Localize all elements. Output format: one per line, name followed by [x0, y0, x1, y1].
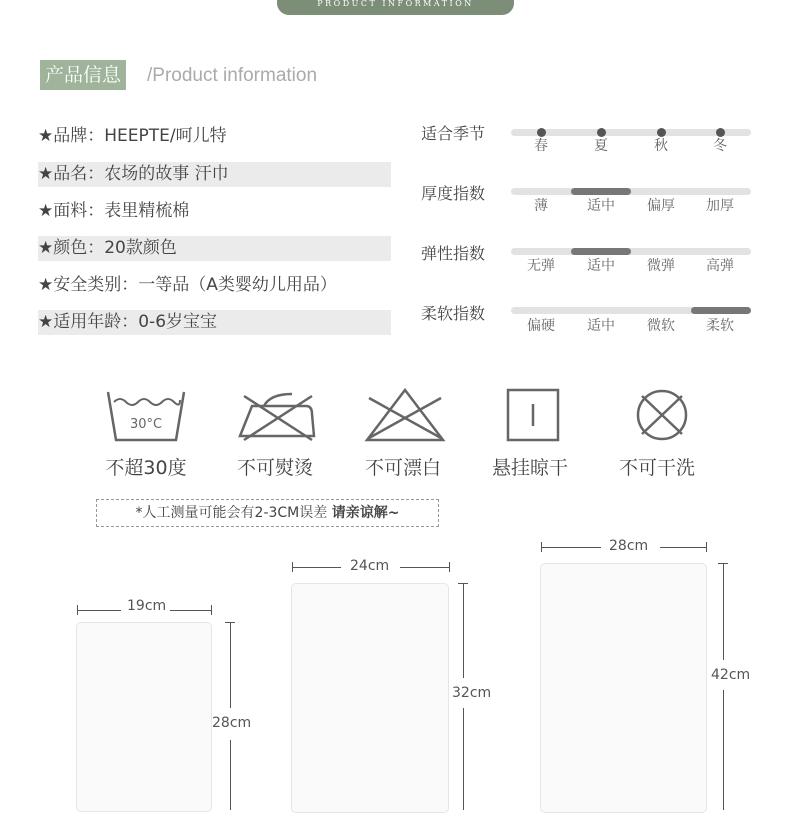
- notice-bold: 请亲谅解~: [331, 505, 400, 521]
- elasticity-tick: 高弹: [706, 258, 734, 274]
- size-3-height: 42cm: [711, 667, 751, 683]
- notice-text: *人工测量可能会有2-3CM误差: [135, 505, 328, 521]
- elasticity-label: 弹性指数: [421, 244, 486, 263]
- no-iron-label: 不可熨烫: [236, 457, 313, 479]
- softness-tick: 偏硬: [527, 318, 555, 334]
- softness-tick: 适中: [587, 318, 615, 334]
- dim-tick: [706, 542, 707, 552]
- season-dot: [716, 128, 725, 137]
- season-dot: [537, 128, 546, 137]
- measurement-notice: [96, 499, 439, 527]
- dim-line: [170, 610, 211, 611]
- towel-medium: [291, 583, 449, 813]
- dim-line: [541, 547, 601, 548]
- wash-temp: 30°C: [129, 417, 163, 432]
- elasticity-level: [571, 248, 631, 255]
- info-age: ★适用年龄：0-6岁宝宝: [38, 310, 391, 335]
- softness-track: [511, 307, 751, 314]
- elasticity-tick: 微弹: [647, 258, 675, 274]
- thickness-tick: 加厚: [706, 198, 734, 214]
- elasticity-tick: 无弹: [527, 258, 555, 274]
- dim-line: [463, 583, 464, 678]
- info-material: ★面料：表里精梳棉: [38, 201, 190, 221]
- size-2-width: 24cm: [350, 558, 390, 574]
- product-information-banner: PRODUCT INFORMATION: [277, 0, 514, 15]
- size-1-height: 28cm: [212, 715, 252, 731]
- section-title-en: /Product information: [147, 65, 318, 86]
- no-iron-icon: [236, 388, 320, 442]
- season-tick: 冬: [713, 138, 727, 154]
- size-3-width: 28cm: [609, 538, 649, 554]
- thickness-track: [511, 188, 751, 195]
- no-dry-clean-icon: [620, 388, 704, 442]
- dim-line: [400, 567, 449, 568]
- towel-large: [540, 563, 707, 813]
- season-track: [511, 129, 751, 136]
- info-brand: ★品牌：HEEPTE/呵儿特: [38, 126, 227, 146]
- thickness-tick: 薄: [534, 198, 548, 214]
- dim-line: [660, 547, 706, 548]
- season-tick: 春: [534, 138, 548, 154]
- info-product-name: ★品名：农场的故事 汗巾: [38, 162, 391, 187]
- hang-dry-label: 悬挂晾干: [491, 457, 568, 479]
- towel-small: [76, 622, 212, 812]
- size-1-width: 19cm: [127, 598, 167, 614]
- softness-level: [691, 307, 751, 314]
- season-tick: 秋: [654, 138, 668, 154]
- thickness-level: [571, 188, 631, 195]
- section-title-cn: 产品信息: [40, 60, 126, 90]
- dim-line: [463, 708, 464, 810]
- wash-30-icon: [104, 388, 188, 442]
- dim-line: [77, 610, 121, 611]
- elasticity-track: [511, 248, 751, 255]
- no-bleach-icon: [363, 388, 447, 442]
- hang-dry-icon: [491, 388, 575, 442]
- season-dot: [657, 128, 666, 137]
- dim-line: [292, 567, 341, 568]
- thickness-tick: 适中: [587, 198, 615, 214]
- dim-tick: [211, 605, 212, 615]
- wash-30-label: 不超30度: [105, 457, 187, 479]
- season-dot: [597, 128, 606, 137]
- thickness-tick: 偏厚: [647, 198, 675, 214]
- season-tick: 夏: [594, 138, 608, 154]
- no-bleach-label: 不可漂白: [364, 457, 441, 479]
- size-2-height: 32cm: [452, 685, 492, 701]
- softness-tick: 微软: [647, 318, 675, 334]
- dim-line: [230, 622, 231, 708]
- dim-tick: [449, 562, 450, 572]
- season-label: 适合季节: [421, 124, 486, 143]
- softness-tick: 柔软: [706, 318, 734, 334]
- elasticity-tick: 适中: [587, 258, 615, 274]
- info-color: ★颜色：20款颜色: [38, 236, 391, 261]
- info-safety: ★安全类别：一等品（A类婴幼儿用品）: [38, 275, 337, 295]
- thickness-label: 厚度指数: [421, 184, 486, 203]
- dim-line: [723, 563, 724, 660]
- dim-line: [723, 690, 724, 810]
- no-dry-clean-label: 不可干洗: [618, 457, 695, 479]
- softness-label: 柔软指数: [421, 304, 486, 323]
